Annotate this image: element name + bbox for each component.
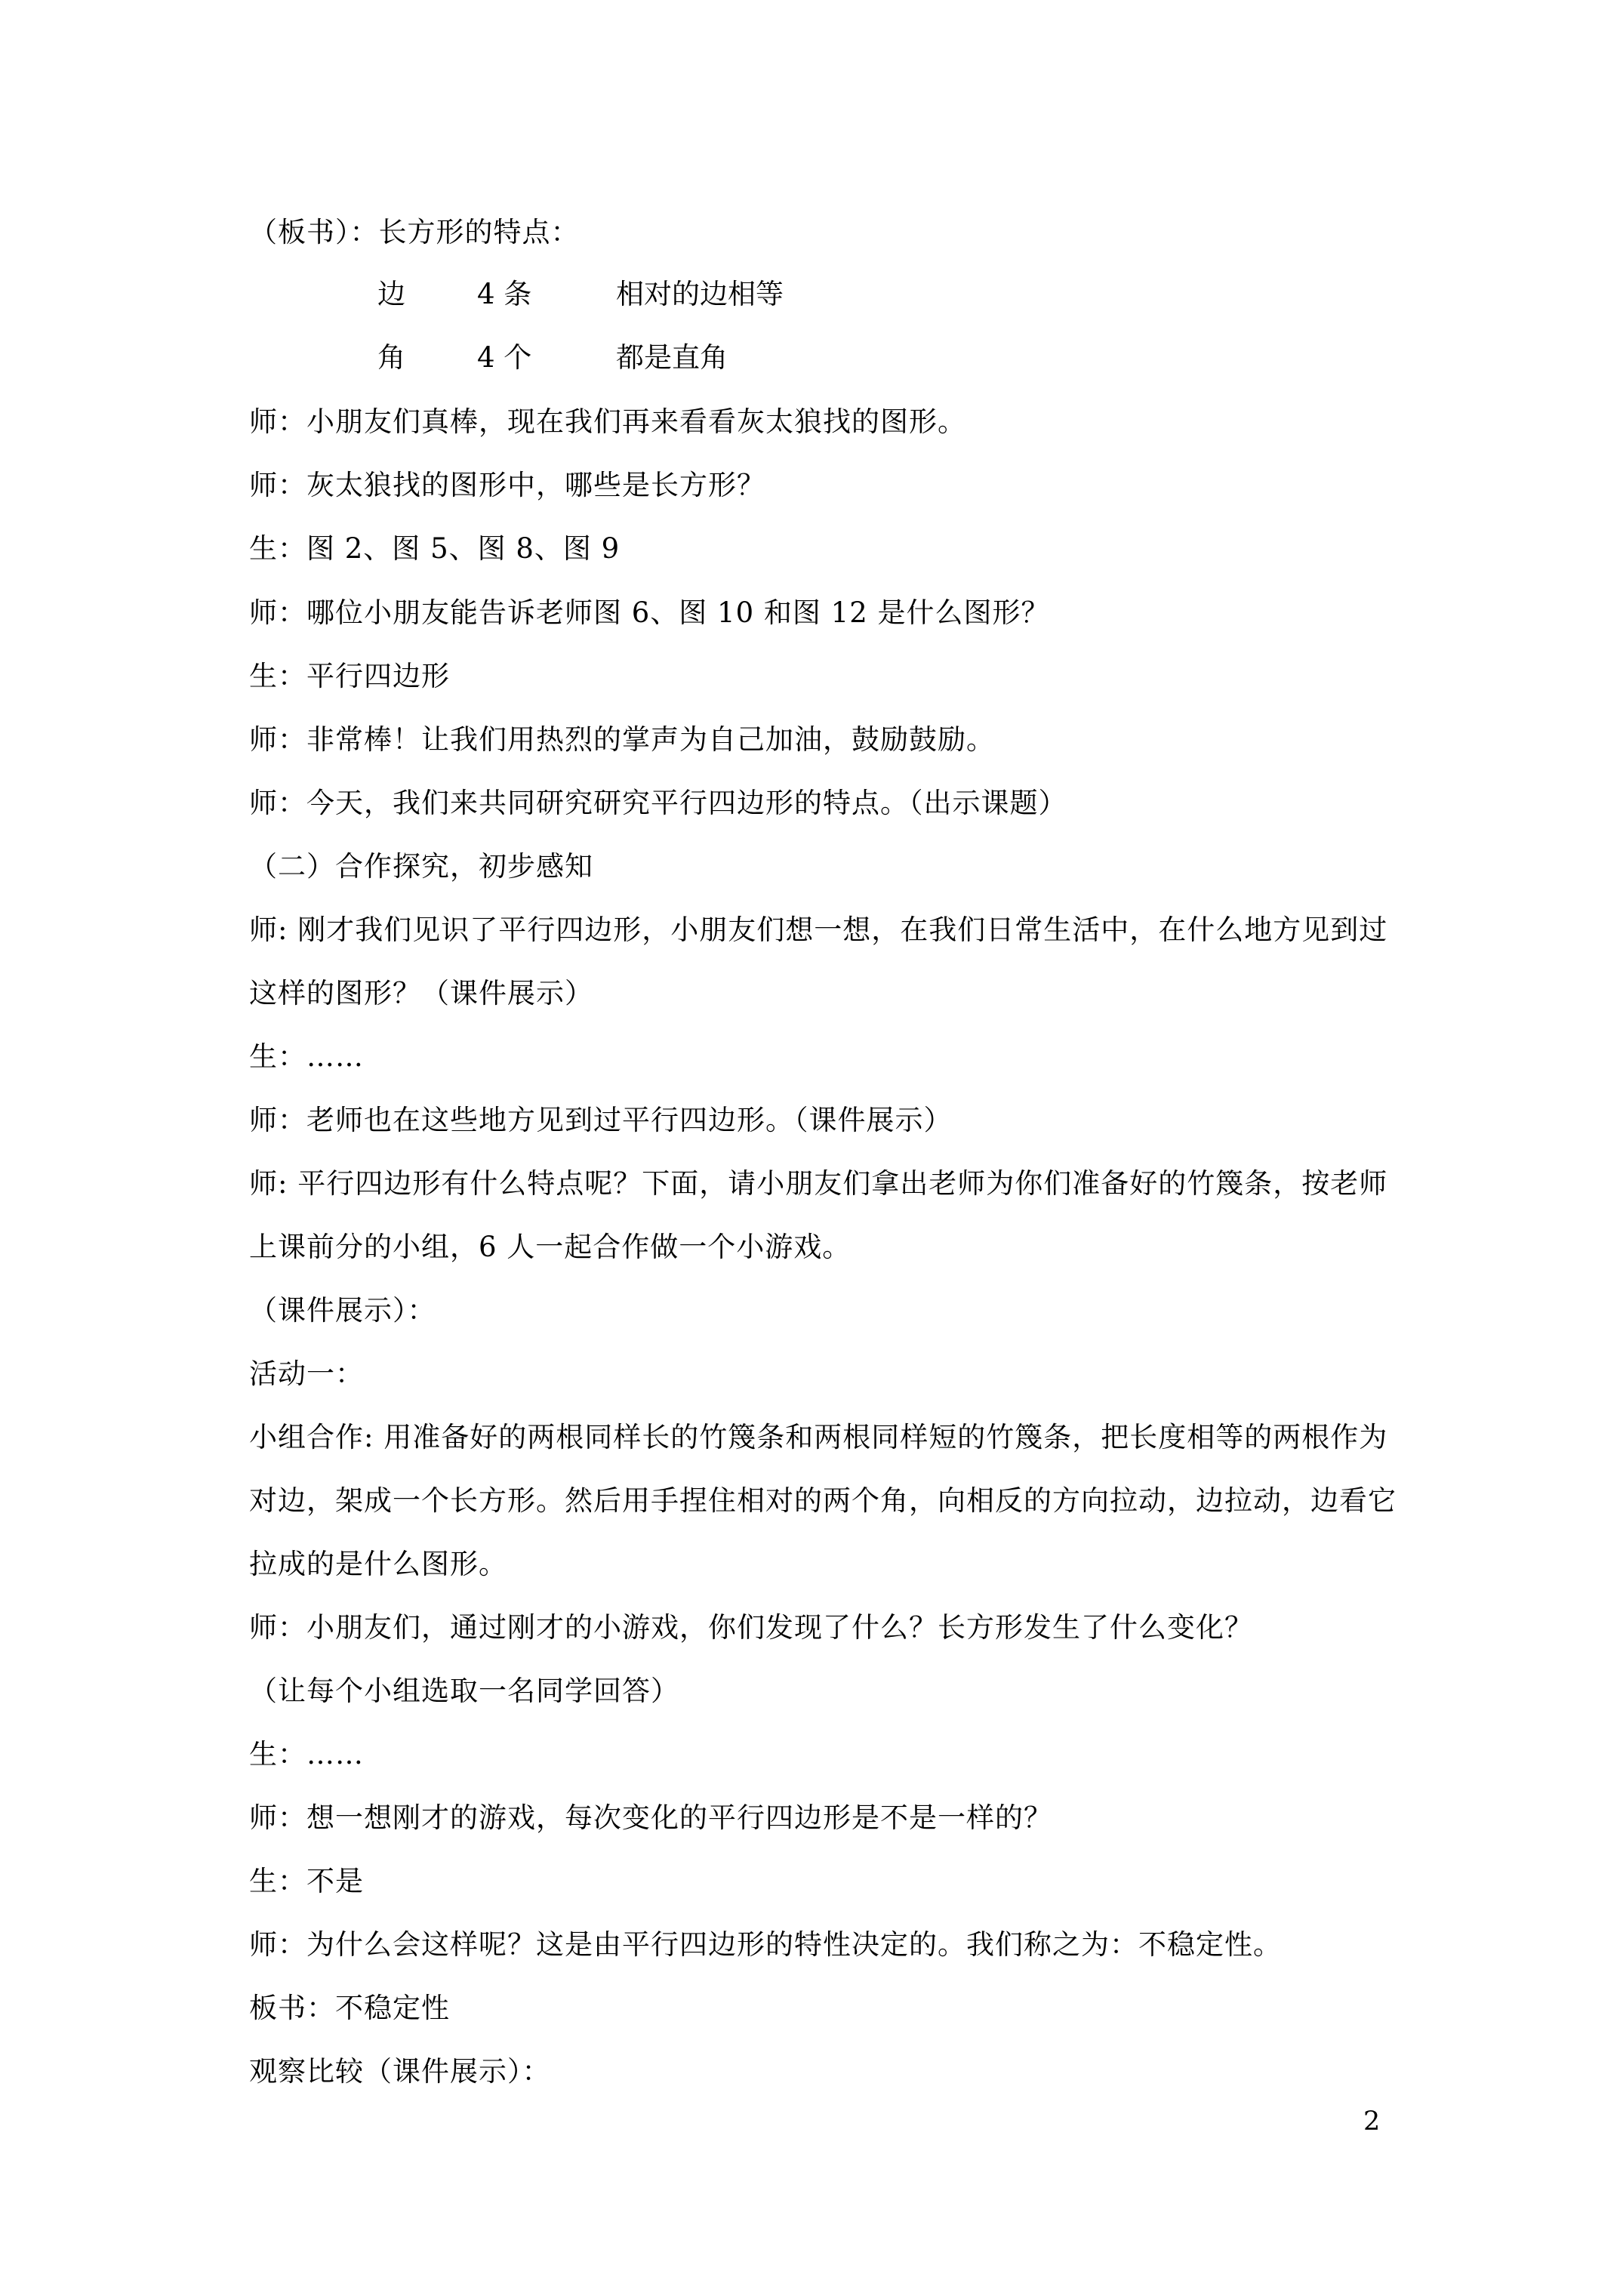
paragraph: 师：非常棒！让我们用热烈的掌声为自己加油，鼓励鼓励。 bbox=[249, 723, 995, 756]
paragraph-line: 师: 平行四边形有什么特点呢？下面，请小朋友们拿出老师为你们准备好的竹篾条，按老师 bbox=[249, 1167, 1388, 1200]
paragraph: （课件展示）： bbox=[249, 1294, 436, 1327]
paragraph: 生：…… bbox=[249, 1040, 364, 1073]
paragraph: 师：老师也在这些地方见到过平行四边形。（课件展示） bbox=[249, 1104, 953, 1136]
feature-item: 边 bbox=[377, 278, 405, 310]
paragraph: 生：…… bbox=[249, 1738, 364, 1771]
paragraph: 生：平行四边形 bbox=[249, 660, 450, 692]
paragraph: 师：小朋友们真棒，现在我们再来看看灰太狼找的图形。 bbox=[249, 405, 966, 438]
paragraph-line: 上课前分的小组，6 人一起合作做一个小游戏。 bbox=[249, 1231, 852, 1263]
section-heading: （二）合作探究，初步感知 bbox=[249, 850, 593, 883]
activity-heading: 活动一： bbox=[249, 1358, 364, 1390]
paragraph-line: 对边，架成一个长方形。然后用手捏住相对的两个角，向相反的方向拉动，边拉动，边看它 bbox=[249, 1484, 1397, 1517]
paragraph: 观察比较（课件展示）： bbox=[249, 2055, 551, 2088]
feature-count: 4 个 bbox=[477, 341, 532, 374]
board-heading-rectangle-features: （板书）：长方形的特点： bbox=[249, 216, 580, 248]
paragraph: （让每个小组选取一名同学回答） bbox=[249, 1675, 679, 1707]
paragraph: 师：小朋友们，通过刚才的小游戏，你们发现了什么？长方形发生了什么变化？ bbox=[249, 1611, 1253, 1644]
paragraph: 师：今天，我们来共同研究研究平行四边形的特点。（出示课题） bbox=[249, 787, 1067, 819]
feature-property: 都是直角 bbox=[616, 341, 728, 374]
paragraph: 师：灰太狼找的图形中，哪些是长方形？ bbox=[249, 469, 765, 501]
paragraph: 师：为什么会这样呢？这是由平行四边形的特性决定的。我们称之为：不稳定性。 bbox=[249, 1928, 1282, 1961]
paragraph-line: 这样的图形？（课件展示） bbox=[249, 977, 593, 1009]
feature-item: 角 bbox=[377, 341, 405, 374]
page-number: 2 bbox=[1363, 2106, 1381, 2137]
feature-count: 4 条 bbox=[477, 278, 532, 310]
paragraph: 板书：不稳定性 bbox=[249, 1992, 450, 2024]
paragraph-line: 小组合作: 用准备好的两根同样长的竹篾条和两根同样短的竹篾条，把长度相等的两根作为 bbox=[249, 1421, 1388, 1453]
feature-property: 相对的边相等 bbox=[616, 278, 784, 310]
paragraph: 生：不是 bbox=[249, 1865, 364, 1897]
paragraph-line: 拉成的是什么图形。 bbox=[249, 1548, 507, 1580]
paragraph: 师：哪位小朋友能告诉老师图 6、图 10 和图 12 是什么图形？ bbox=[249, 596, 1050, 629]
paragraph-line: 师: 刚才我们见识了平行四边形，小朋友们想一想，在我们日常生活中，在什么地方见到过 bbox=[249, 914, 1388, 946]
paragraph: 生：图 2、图 5、图 8、图 9 bbox=[249, 532, 621, 565]
paragraph: 师：想一想刚才的游戏，每次变化的平行四边形是不是一样的？ bbox=[249, 1801, 1052, 1834]
